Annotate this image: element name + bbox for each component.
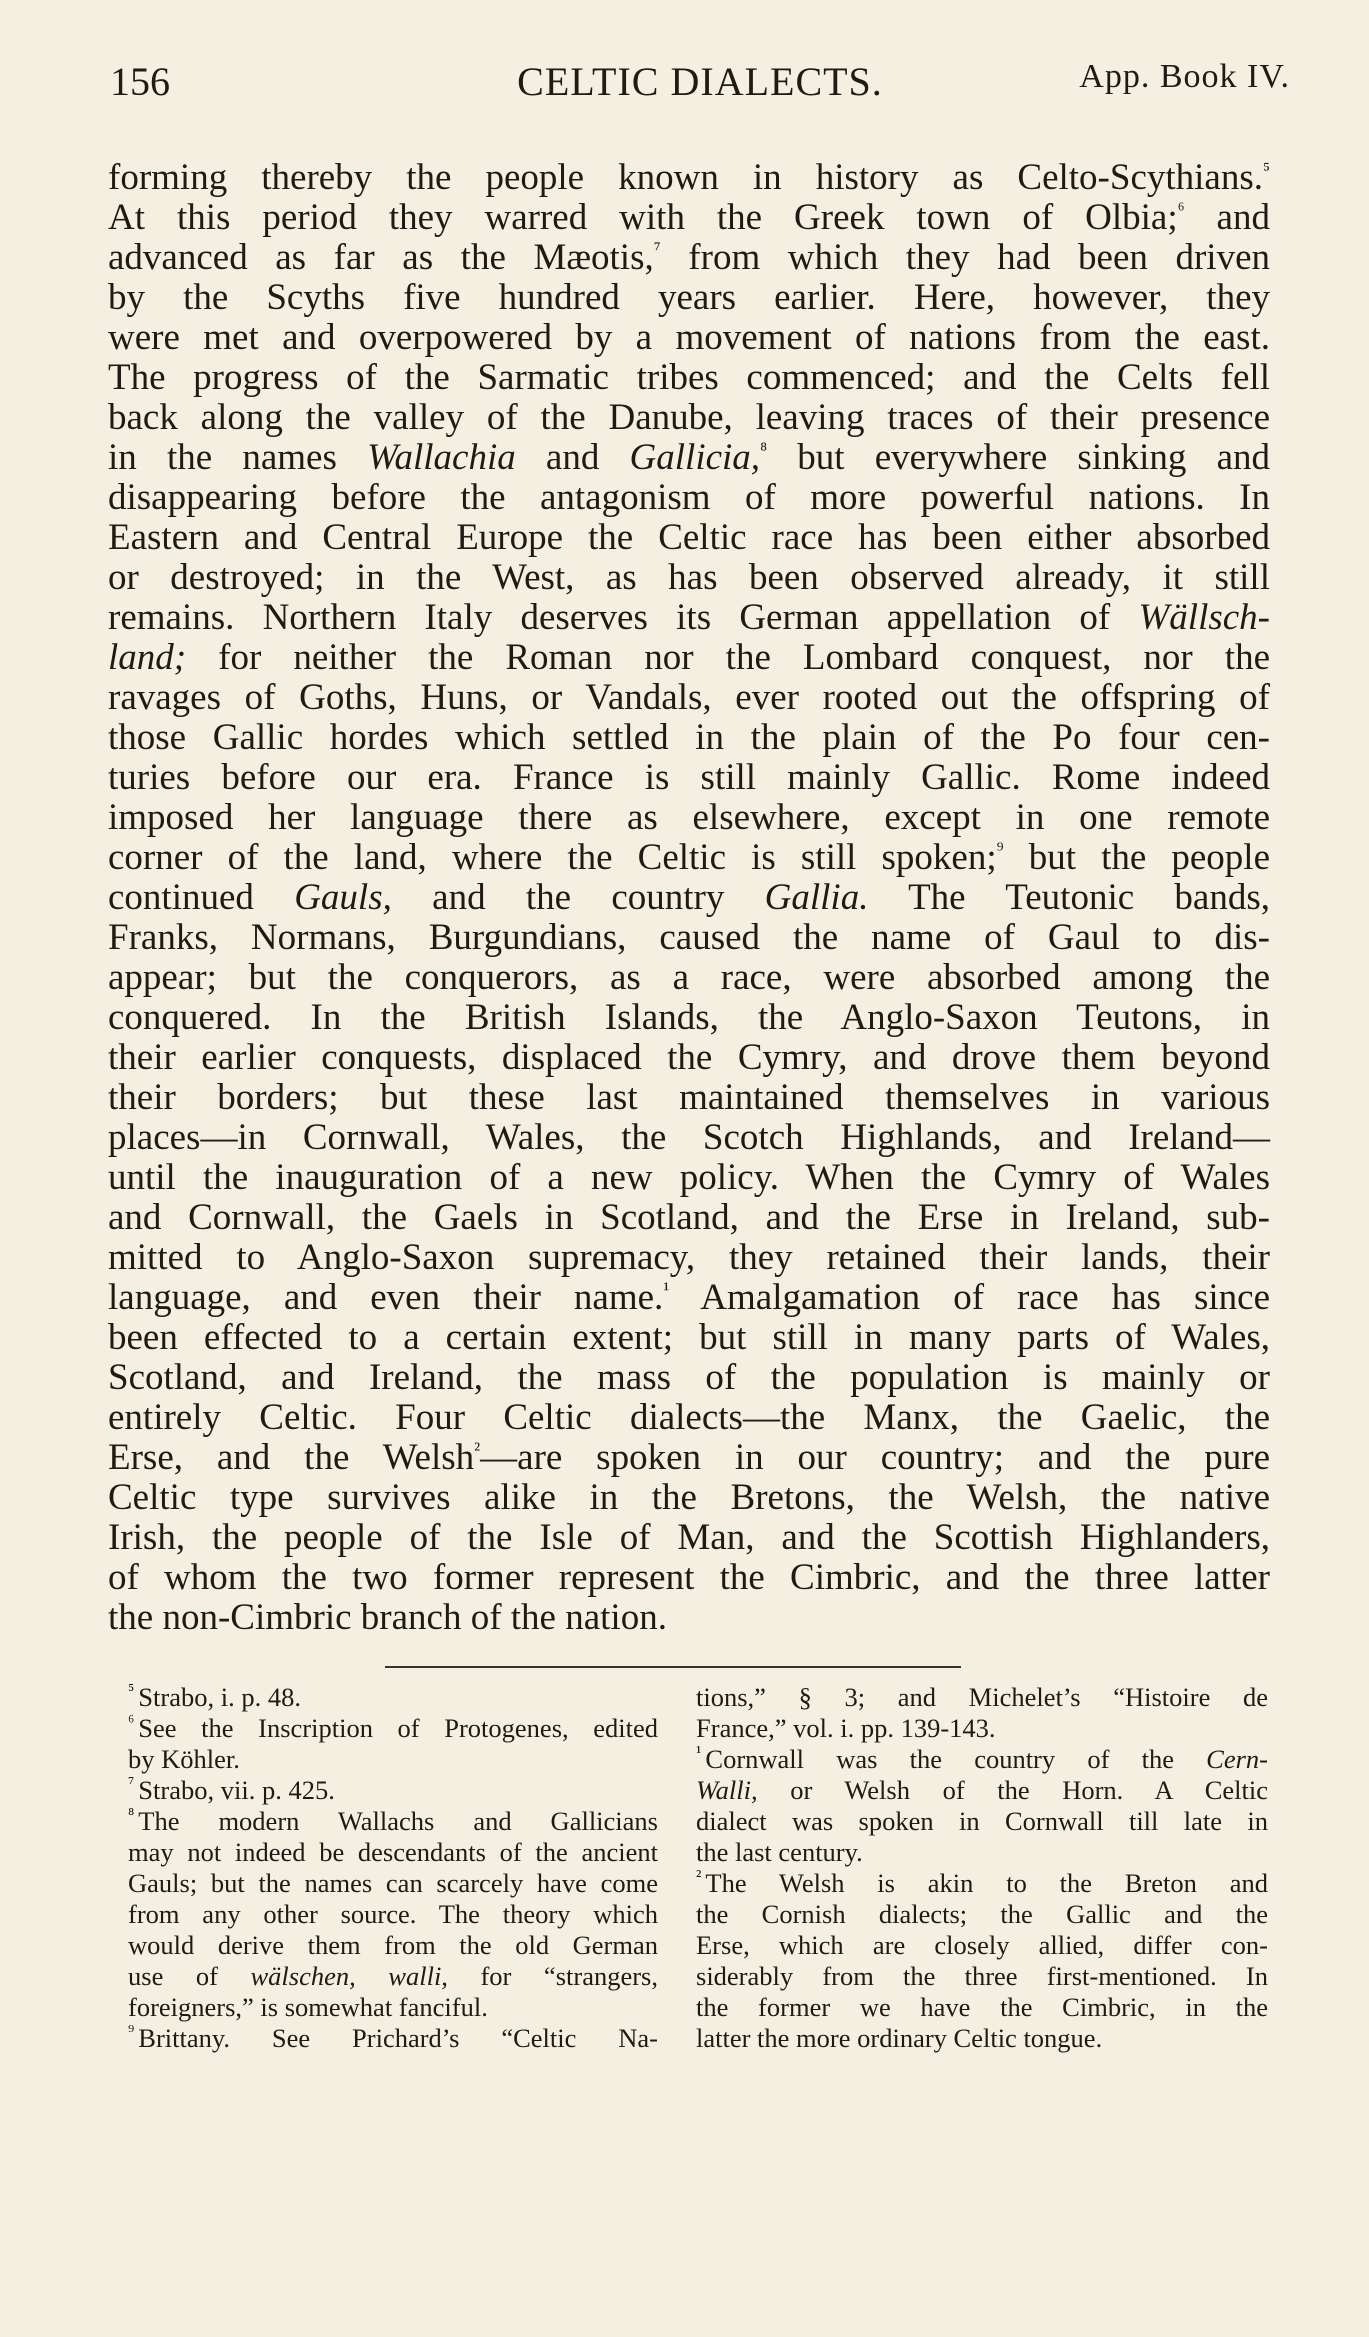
body-line: turies before our era. France is still mainly Gallic. Rome indeed [108, 757, 1270, 798]
body-line: Eastern and Central Europe the Celtic race has been either absorbed [108, 517, 1270, 558]
footnote-ref: ² [474, 1438, 481, 1461]
footnote-line: the Cornish dialects; the Gallic and the [696, 1899, 1268, 1929]
body-line: and Cornwall, the Gaels in Scotland, and the Erse in Ireland, sub- [108, 1197, 1270, 1238]
footnote-line: dialect was spoken in Cornwall till late in [696, 1806, 1268, 1836]
body-line: of whom the two former represent the Cimbric, and the three latter [108, 1557, 1270, 1598]
body-line: advanced as far as the Mæotis,$^{^7}$ from which they had been driven [108, 237, 1270, 278]
footnote-ref: ⁷ [653, 238, 661, 261]
footnote-line: Erse, which are closely allied, differ con- [696, 1930, 1268, 1960]
footnote-divider [385, 1666, 961, 1668]
page-header [110, 58, 1290, 118]
body-line: Franks, Normans, Burgundians, caused the name of Gaul to dis- [108, 917, 1270, 958]
footnote-line: Walli, or Welsh of the Horn. A Celtic [696, 1775, 1268, 1805]
body-line: language, and even their name.$^{^1}$ Amalgamation of race has since [108, 1277, 1270, 1318]
body-line: the non-Cimbric branch of the nation. [108, 1597, 667, 1638]
footnote-ref: ⁶ [1177, 198, 1185, 221]
footnote-ref: ¹ [663, 1278, 670, 1301]
body-line: in the names Wallachia and Gallicia,$^{^8}$ but everywhere sinking and [108, 437, 1270, 478]
body-line: continued Gauls, and the country Gallia. The Teutonic bands, [108, 877, 1271, 918]
body-line: land; for neither the Roman nor the Lombard conquest, nor the [108, 637, 1270, 678]
footnote-line: would derive them from the old German [128, 1930, 658, 1960]
footnote-line: the last century. [696, 1837, 863, 1867]
footnote-line: $^{^5}$ Strabo, i. p. 48. [128, 1680, 301, 1712]
body-line: mitted to Anglo-Saxon supremacy, they retained their lands, their [108, 1237, 1270, 1278]
body-line: by the Scyths five hundred years earlier. Here, however, they [108, 277, 1270, 318]
footnote-ref: ⁹ [996, 838, 1004, 861]
body-line: or destroyed; in the West, as has been observed already, it still [108, 557, 1270, 598]
body-line: At this period they warred with the Greek town of Olbia;$^{^6}$ and [108, 197, 1270, 238]
footnote-line: tions,” § 3; and Michelet’s “Histoire de [696, 1682, 1268, 1712]
footnote-line: foreigners,” is somewhat fanciful. [128, 1992, 488, 2022]
body-line: conquered. In the British Islands, the Anglo-Saxon Teutons, in [108, 997, 1270, 1038]
page-number: 156 [110, 59, 170, 104]
body-line: places—in Cornwall, Wales, the Scotch Highlands, and Ireland— [108, 1117, 1270, 1158]
body-line: back along the valley of the Danube, leaving traces of their presence [108, 397, 1270, 438]
body-line: disappearing before the antagonism of more powerful nations. In [108, 477, 1270, 518]
footnote-ref: ⁸ [760, 438, 768, 461]
body-line: ravages of Goths, Huns, or Vandals, ever rooted out the offspring of [108, 677, 1270, 718]
footnote-ref: ⁵ [1263, 158, 1270, 181]
footnotes-left-column [128, 1682, 658, 2054]
footnote-line: latter the more ordinary Celtic tongue. [696, 2023, 1103, 2053]
body-line: been effected to a certain extent; but still in many parts of Wales, [108, 1317, 1270, 1358]
footnote-line: $^{^2}$ The Welsh is akin to the Breton and [696, 1866, 1268, 1898]
section-reference: App. Book IV. [1079, 58, 1290, 95]
footnote-line: $^{^1}$ Cornwall was the country of the Cern- [696, 1742, 1268, 1774]
body-line: those Gallic hordes which settled in the plain of the Po four cen- [108, 717, 1270, 758]
running-title: CELTIC DIALECTS. [517, 59, 883, 104]
footnote-line: by Köhler. [128, 1744, 240, 1774]
footnote-line: the former we have the Cimbric, in the [696, 1992, 1268, 2022]
body-text [108, 158, 1270, 1638]
footnote-line: $^{^8}$ The modern Wallachs and Gallicians [128, 1804, 658, 1836]
body-line: Celtic type survives alike in the Bretons, the Welsh, the native [108, 1477, 1270, 1518]
footnote-line: use of wälschen, walli, for “strangers, [128, 1961, 658, 1991]
footnote-line: siderably from the three first-mentioned. In [696, 1961, 1268, 1991]
body-line: entirely Celtic. Four Celtic dialects—the Manx, the Gaelic, the [108, 1397, 1270, 1438]
body-line: Erse, and the Welsh$^{^2}$—are spoken in our country; and the pure [108, 1437, 1271, 1478]
footnote-line: $^{^6}$ See the Inscription of Protogenes, edited [128, 1711, 658, 1743]
body-line: Irish, the people of the Isle of Man, and the Scottish Highlanders, [108, 1517, 1270, 1558]
body-line: were met and overpowered by a movement of nations from the east. [108, 317, 1270, 358]
body-line: The progress of the Sarmatic tribes commenced; and the Celts fell [108, 357, 1270, 398]
body-line: imposed her language there as elsewhere, except in one remote [108, 797, 1270, 838]
body-line: their earlier conquests, displaced the Cymry, and drove them beyond [108, 1037, 1270, 1078]
body-line: corner of the land, where the Celtic is still spoken;$^{^9}$ but the people [108, 837, 1270, 878]
footnote-line: may not indeed be descendants of the ancient [128, 1837, 658, 1867]
footnote-line: France,” vol. i. pp. 139-143. [696, 1713, 996, 1743]
footnote-line: from any other source. The theory which [128, 1899, 658, 1929]
body-line: their borders; but these last maintained themselves in various [108, 1077, 1270, 1118]
footnotes-right-column [696, 1682, 1268, 2054]
body-line: Scotland, and Ireland, the mass of the population is mainly or [108, 1357, 1270, 1398]
body-line: remains. Northern Italy deserves its German appellation of Wällsch- [108, 597, 1270, 638]
body-line: forming thereby the people known in history as Celto-Scythians.$^{^5}$ [108, 157, 1270, 198]
body-line: appear; but the conquerors, as a race, were absorbed among the [108, 957, 1270, 998]
footnote-line: $^{^7}$ Strabo, vii. p. 425. [128, 1773, 335, 1805]
footnote-line: $^{^9}$ Brittany. See Prichard’s “Celtic Na- [128, 2021, 658, 2053]
body-line: until the inauguration of a new policy. When the Cymry of Wales [108, 1157, 1270, 1198]
footnote-line: Gauls; but the names can scarcely have come [128, 1868, 658, 1898]
